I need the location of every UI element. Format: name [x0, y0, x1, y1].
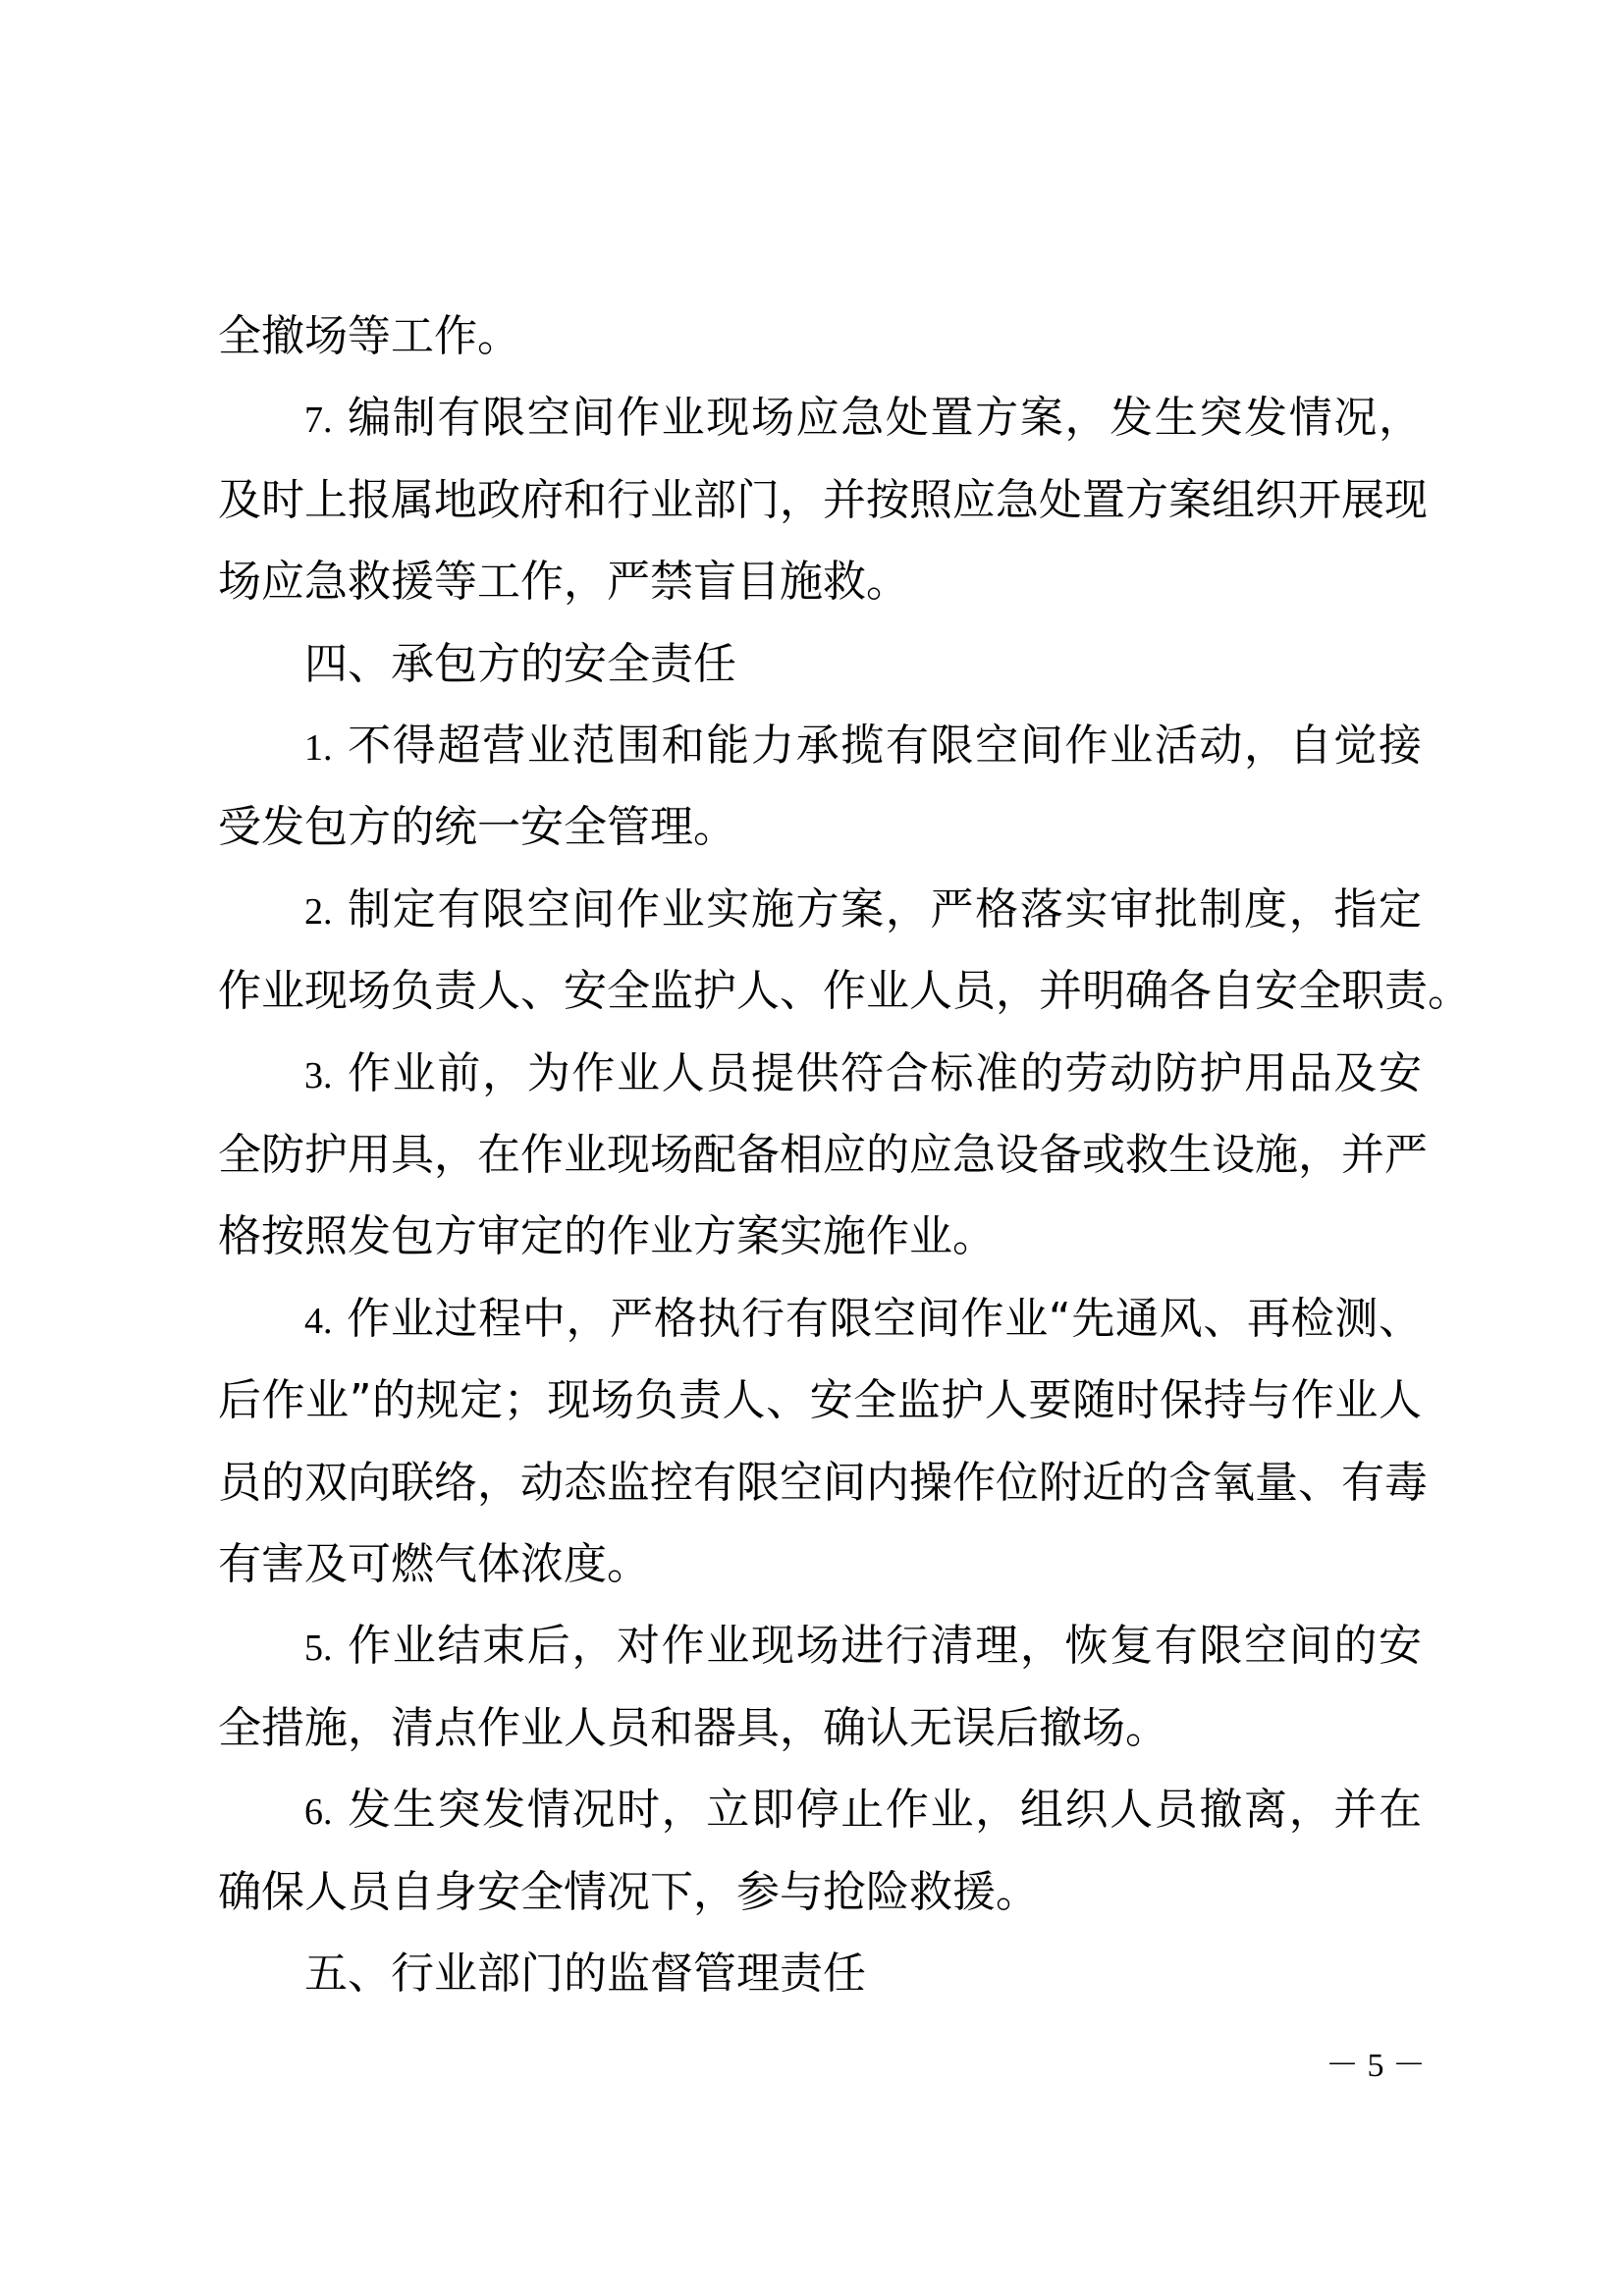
text-line: 后作业”的规定；现场负责人、安全监护人要随时保持与作业人 — [218, 1375, 1422, 1425]
text-line: 编制有限空间作业现场应急处置方案，发生突发情况， — [346, 393, 1422, 443]
text-line: 场应急救援等工作，严禁盲目施救。 — [218, 557, 909, 607]
item-number: 2. — [304, 891, 333, 933]
item-number: 1. — [304, 727, 333, 769]
list-item-5-line-1 — [304, 1616, 1422, 1677]
heading-text: 四、承包方的安全责任 — [304, 639, 736, 689]
list-item-1-line-1 — [304, 716, 1422, 776]
text-line: 有害及可燃气体浓度。 — [218, 1539, 650, 1589]
text-line: 作业前，为作业人员提供符合标准的劳动防护用品及安 — [346, 1048, 1422, 1098]
item-number: 7. — [304, 400, 333, 441]
text-line: 作业结束后，对作业现场进行清理，恢复有限空间的安 — [346, 1621, 1422, 1671]
paragraph-continuation — [218, 306, 520, 367]
text-line: 确保人员自身安全情况下，参与抢险救援。 — [218, 1867, 1039, 1917]
list-item-2-line-2 — [218, 961, 1471, 1022]
text-line: 格按照发包方审定的作业方案实施作业。 — [218, 1211, 996, 1261]
text-line: 制定有限空间作业实施方案，严格落实审批制度，指定 — [346, 884, 1422, 934]
list-item-4-line-4 — [218, 1534, 650, 1595]
item-number: 6. — [304, 1791, 333, 1833]
list-item-7-line-3 — [218, 552, 909, 613]
text-line: 全撤场等工作。 — [218, 311, 520, 361]
list-item-5-line-2 — [218, 1698, 1168, 1759]
text-line: 受发包方的统一安全管理。 — [218, 802, 736, 852]
text-line: 全防护用具，在作业现场配备相应的应急设备或救生设施，并严 — [218, 1130, 1428, 1180]
heading-text: 五、行业部门的监督管理责任 — [304, 1949, 866, 1999]
text-line: 全措施，清点作业人员和器具，确认无误后撤场。 — [218, 1703, 1168, 1753]
text-line: 发生突发情况时，立即停止作业，组织人员撤离，并在 — [346, 1785, 1422, 1835]
item-number: 4. — [304, 1301, 333, 1342]
text-line: 作业现场负责人、安全监护人、作业人员，并明确各自安全职责。 — [218, 966, 1471, 1016]
list-item-7-line-1 — [304, 388, 1422, 449]
text-line: 作业过程中，严格执行有限空间作业“先通风、再检测、 — [346, 1294, 1422, 1344]
list-item-6-line-2 — [218, 1862, 1039, 1923]
text-line: 不得超营业范围和能力承揽有限空间作业活动，自觉接 — [346, 721, 1422, 771]
list-item-3-line-2 — [218, 1125, 1428, 1186]
text-line: 及时上报属地政府和行业部门，并按照应急处置方案组织开展现 — [218, 475, 1428, 525]
list-item-4-line-1 — [304, 1289, 1422, 1350]
list-item-3-line-1 — [304, 1043, 1422, 1104]
item-number: 5. — [304, 1628, 333, 1669]
list-item-4-line-3 — [218, 1453, 1428, 1514]
text-line: 员的双向联络，动态监控有限空间内操作位附近的含氧量、有毒 — [218, 1458, 1428, 1508]
list-item-6-line-1 — [304, 1780, 1422, 1841]
list-item-4-line-2 — [218, 1370, 1422, 1431]
list-item-7-line-2 — [218, 470, 1428, 531]
page-number: － 5 － — [1326, 2048, 1426, 2084]
list-item-2-line-1 — [304, 880, 1422, 940]
list-item-1-line-2 — [218, 797, 736, 858]
item-number: 3. — [304, 1055, 333, 1096]
section-heading-5 — [304, 1944, 866, 2004]
section-heading-4 — [304, 634, 736, 695]
list-item-3-line-3 — [218, 1206, 996, 1267]
